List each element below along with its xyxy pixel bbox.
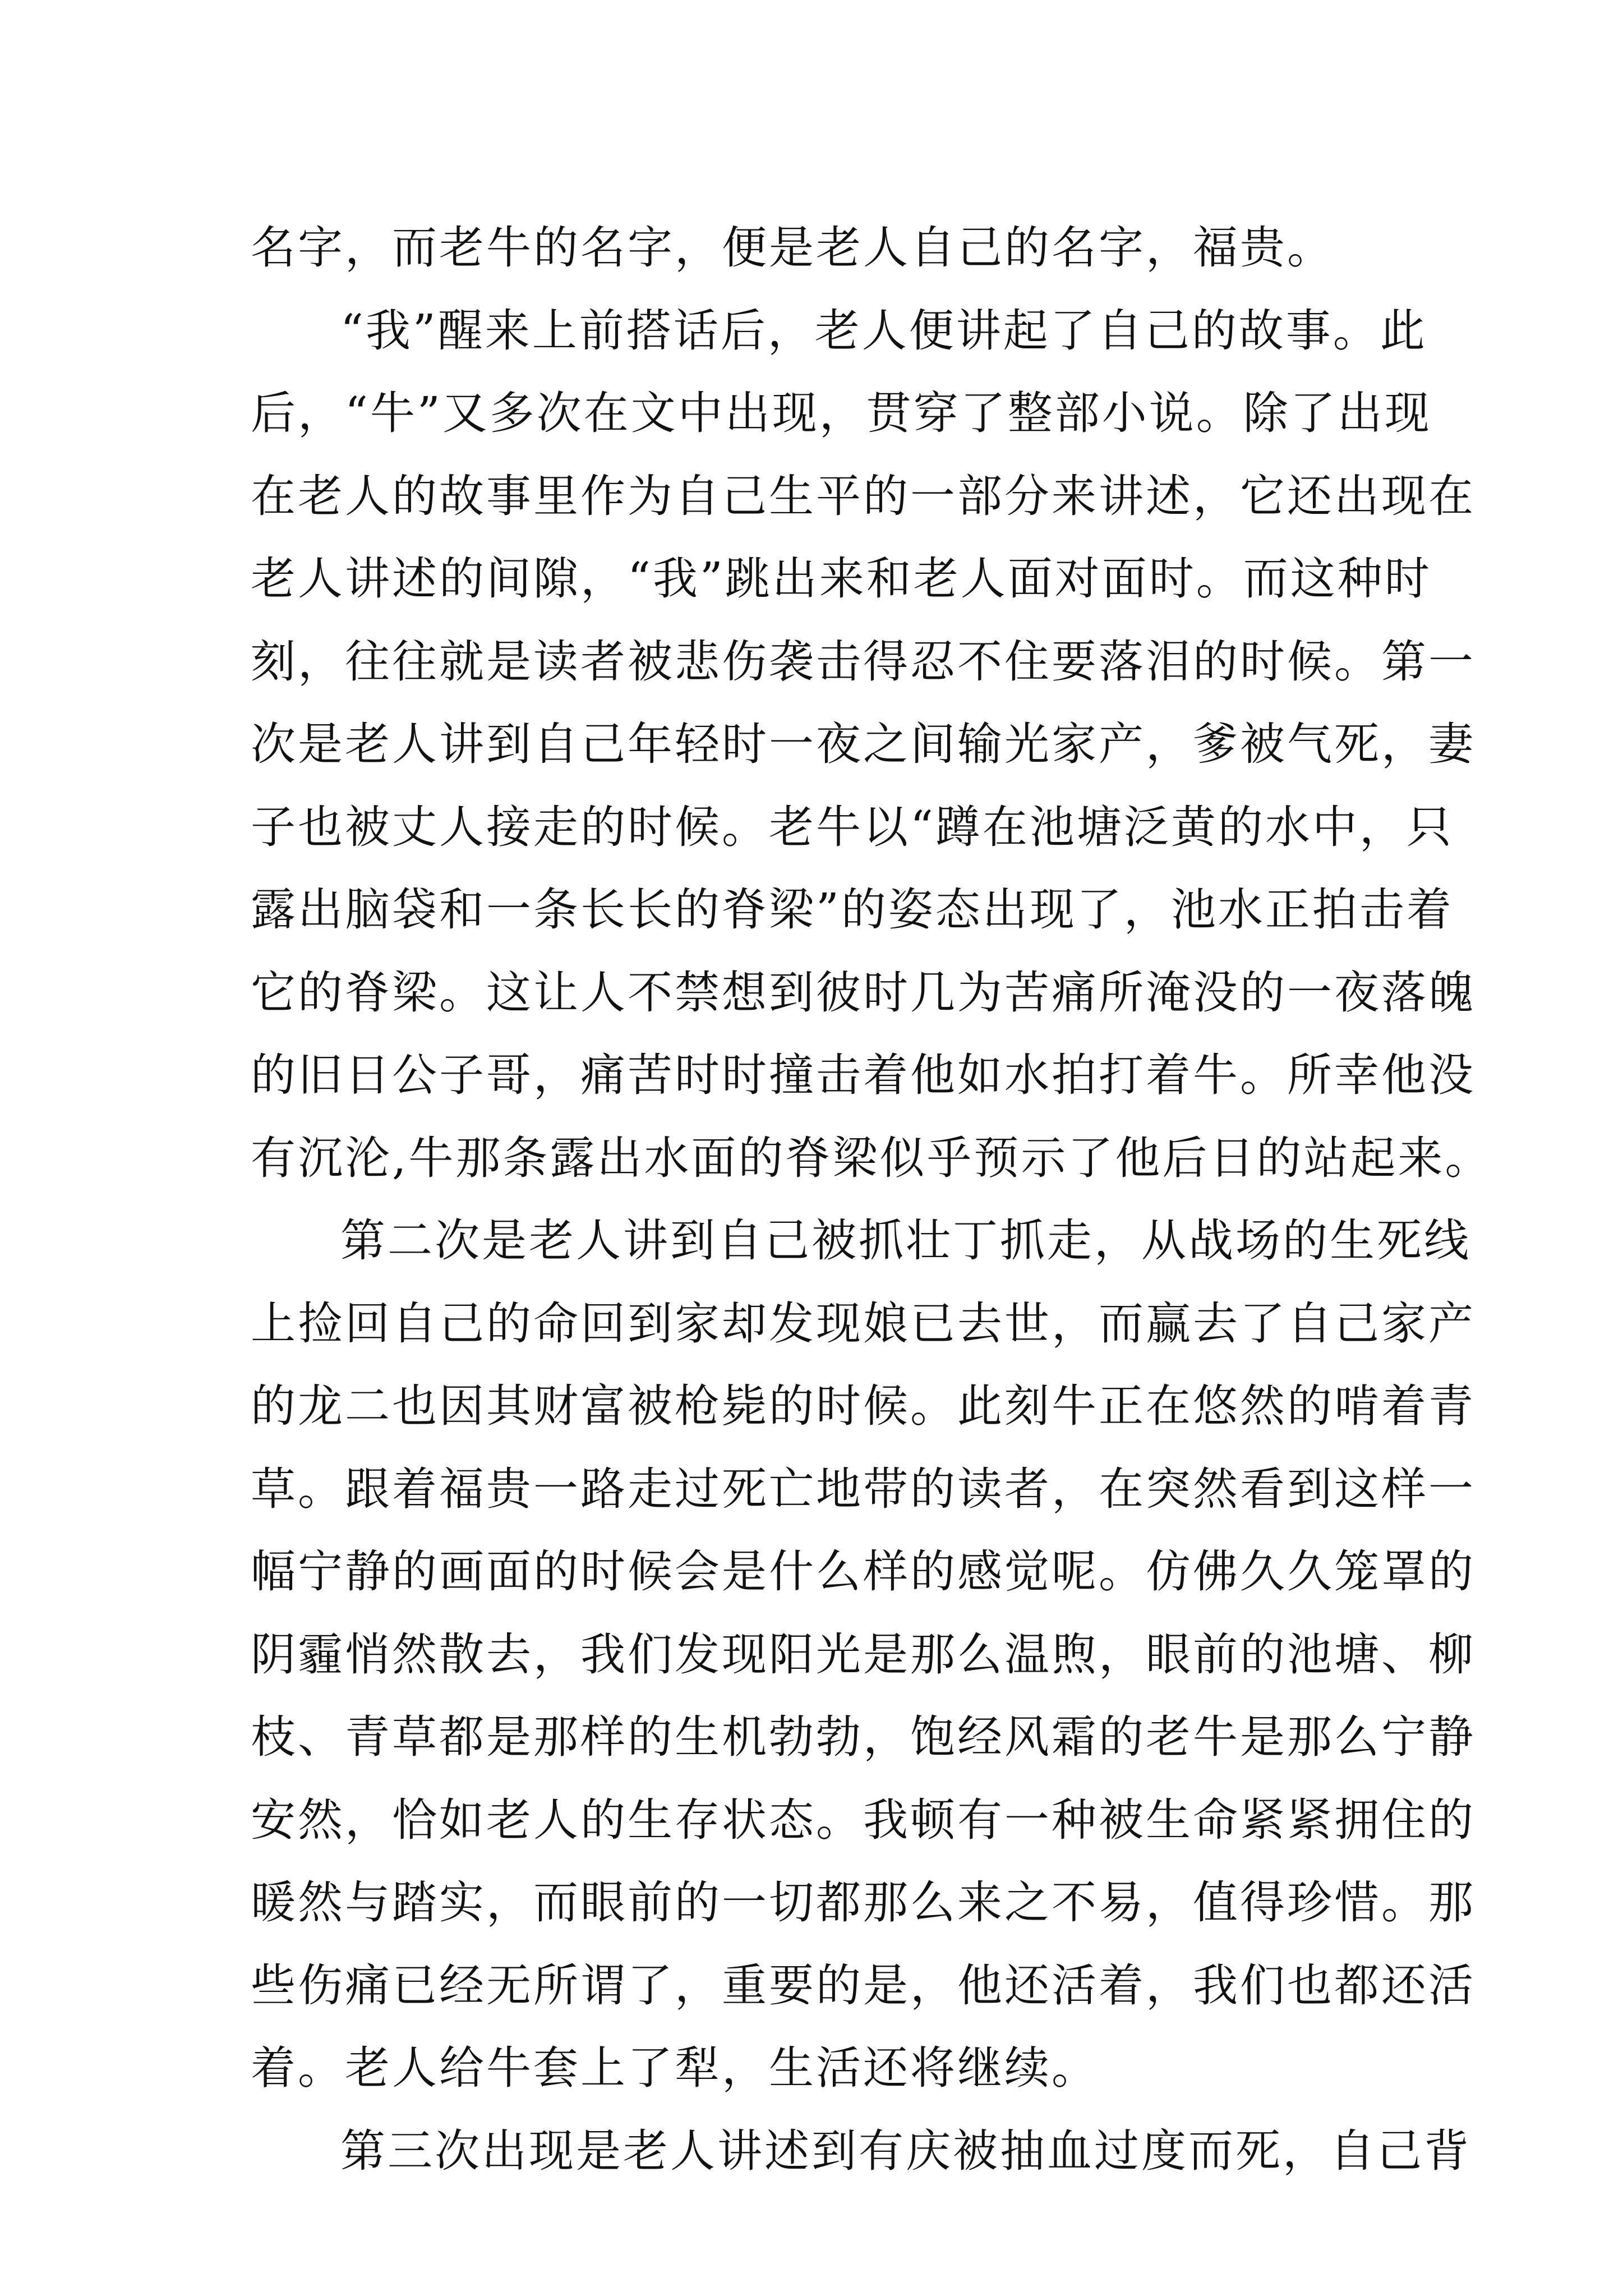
text-line: 阴霾悄然散去，我们发现阳光是那么温煦，眼前的池塘、柳 <box>251 1628 1476 1681</box>
text-line: 的龙二也因其财富被枪毙的时候。此刻牛正在悠然的啃着青 <box>251 1380 1476 1432</box>
text-line: 第二次是老人讲到自己被抓壮丁抓走，从战场的生死线 <box>340 1214 1471 1267</box>
text-line: 第三次出现是老人讲述到有庆被抽血过度而死，自己背 <box>340 2124 1471 2177</box>
text-line: 在老人的故事里作为自己生平的一部分来讲述，它还出现在 <box>251 470 1476 522</box>
text-line: 幅宁静的画面的时候会是什么样的感觉呢。仿佛久久笼罩的 <box>251 1545 1476 1598</box>
text-line: 名字，而老牛的名字，便是老人自己的名字，福贵。 <box>251 222 1334 274</box>
text-line: 后，“牛”又多次在文中出现，贯穿了整部小说。除了出现 <box>251 387 1432 439</box>
body-text <box>251 206 1492 2192</box>
text-line: 有沉沦,牛那条露出水面的脊梁似乎预示了他后日的站起来。 <box>251 1131 1492 1184</box>
text-line: 枝、青草都是那样的生机勃勃，饱经风霜的老牛是那么宁静 <box>251 1711 1476 1763</box>
text-line: 上捡回自己的命回到家却发现娘已去世，而赢去了自己家产 <box>251 1297 1476 1350</box>
text-line: 子也被丈人接走的时候。老牛以“蹲在池塘泛黄的水中，只 <box>251 800 1454 853</box>
text-line: 露出脑袋和一条长长的脊梁”的姿态出现了，池水正拍击着 <box>251 884 1454 936</box>
text-line: 草。跟着福贵一路走过死亡地带的读者，在突然看到这样一 <box>251 1462 1476 1515</box>
text-line: 着。老人给牛套上了犁，生活还将继续。 <box>251 2042 1099 2094</box>
text-line: 次是老人讲到自己年轻时一夜之间输光家产，爹被气死，妻 <box>251 718 1476 770</box>
text-line: 它的脊梁。这让人不禁想到彼时几为苦痛所淹没的一夜落魄 <box>251 966 1476 1019</box>
text-line: 安然，恰如老人的生存状态。我顿有一种被生命紧紧拥住的 <box>251 1793 1476 1846</box>
text-line: 老人讲述的间隙，“我”跳出来和老人面对面时。而这种时 <box>251 553 1432 605</box>
text-line: 暖然与踏实，而眼前的一切都那么来之不易，值得珍惜。那 <box>251 1876 1476 1929</box>
text-line: 些伤痛已经无所谓了，重要的是，他还活着，我们也都还活 <box>251 1959 1476 2012</box>
text-line: 的旧日公子哥，痛苦时时撞击着他如水拍打着牛。所幸他没 <box>251 1049 1476 1101</box>
text-line: “我”醒来上前搭话后，老人便讲起了自己的故事。此 <box>340 304 1427 357</box>
text-line: 刻，往往就是读者被悲伤袭击得忍不住要落泪的时候。第一 <box>251 635 1476 688</box>
